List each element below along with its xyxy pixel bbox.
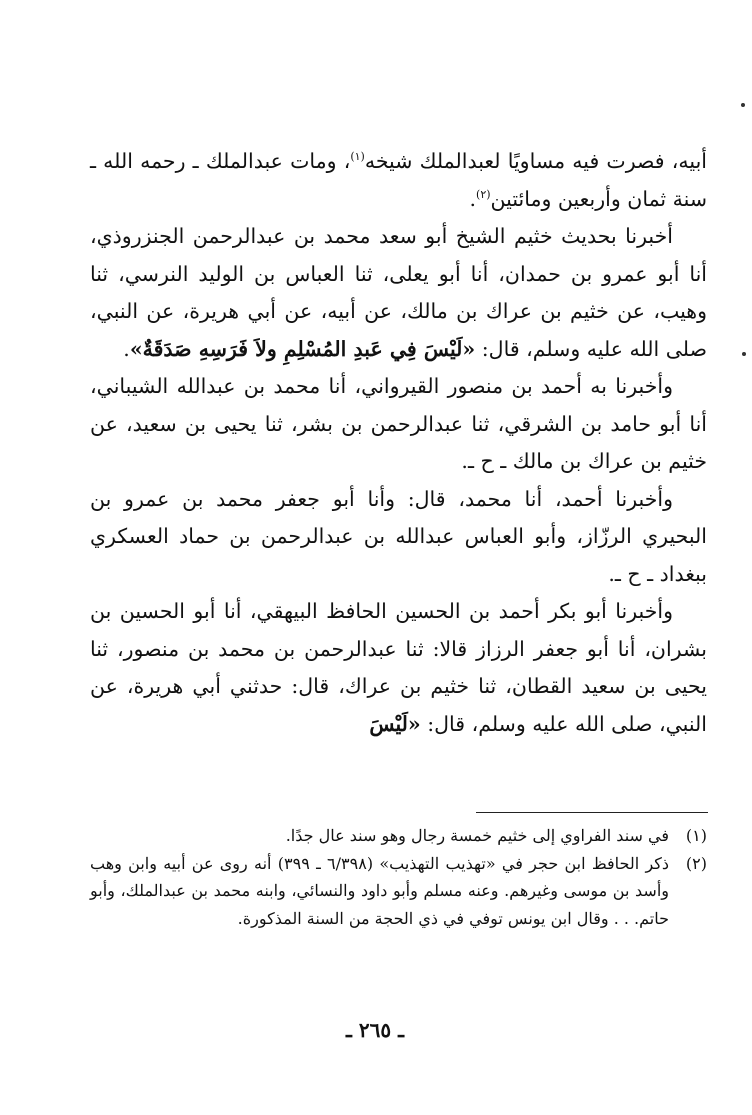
footnote [90,822,707,850]
main-text [90,143,707,743]
hadith-quote-start: «لَيْسَ [369,711,421,736]
footnotes [90,822,707,932]
paragraph-1 [90,143,707,218]
footnote-text: ذكر الحافظ ابن حجر في «تهذيب التهذيب» (٦/٣٩٨ ـ ٣٩٩) أنه روى عن أبيه وابن وهب وأسد بن موسى وغيرهم. وعنه مسلم وأبو داود والنسائي، وابنه محمد بن عبدالملك، وأبو حاتم. . . وقال ابن يونس توفي في ذي الحجة من السنة المذكورة. [90,853,670,928]
footnote-number: (١) [685,826,707,845]
p2-text-end: . [123,336,130,361]
footnote-ref-1: (١) [350,150,365,164]
footnote [90,850,707,933]
p1-text-a: أبيه، فصرت فيه مساويًا لعبدالملك شيخه [364,149,707,173]
p2-text: أخبرنا بحديث خثيم الشيخ أبو سعد محمد بن عبدالرحمن الجنزروذي، أنا أبو عمرو بن حمدان، أنا أبو يعلى، ثنا العباس بن الوليد النرسي، ثنا وهيب، عن خثيم بن عراك بن مالك، عن أبيه، عن أبي هريرة، عن النبي، صلى الله عليه وسلم، قال: [90,224,707,361]
paragraph-2 [90,218,707,368]
paragraph-4: وأخبرنا أحمد، أنا محمد، قال: وأنا أبو جعفر محمد بن عمرو بن البحيري الرزّاز، وأبو العباس عبدالله بن عبدالرحمن بن حماد العسكري ببغداد ـ ح ـ. [90,486,707,586]
footnote-ref-2: (٢) [476,187,491,201]
p5-text: وأخبرنا أبو بكر أحمد بن الحسين الحافظ البيهقي، أنا أبو الحسين بن بشران، أنا أبو جعفر الرزاز قالا: ثنا عبدالرحمن بن محمد بن منصور، ثنا يحيى بن سعيد القطان، ثنا خثيم بن عراك، قال: حدثني أبي هريرة، عن النبي، صلى الله عليه وسلم، قال: [90,599,707,736]
footnote-text: في سند الفراوي إلى خثيم خمسة رجال وهو سند عال جدًا. [285,826,669,845]
page-number: ـ ٢٦٥ ـ [346,1018,404,1042]
paragraph-5 [90,593,707,743]
margin-dot-mark [741,103,745,107]
margin-dot-mark [742,352,746,356]
footnote-number: (٢) [685,853,707,873]
p1-text-b: ، ومات عبدالملك ـ رحمه الله ـ سنة ثمان وأربعين ومائتين [90,149,707,211]
p1-text-end: . [469,186,477,211]
hadith-quote: «لَيْسَ فِي عَبدِ المُسْلِمِ ولاَ فَرَسِهِ صَدَقَةٌ» [129,336,476,361]
footnote-separator [476,812,708,813]
paragraph-3: وأخبرنا به أحمد بن منصور القيرواني، أنا محمد بن عبدالله الشيباني، أنا أبو حامد بن الشرقي، ثنا عبدالرحمن بن بشر، ثنا يحيى بن سعيد، عن خثيم بن عراك بن مالك ـ ح ـ. [90,374,707,473]
